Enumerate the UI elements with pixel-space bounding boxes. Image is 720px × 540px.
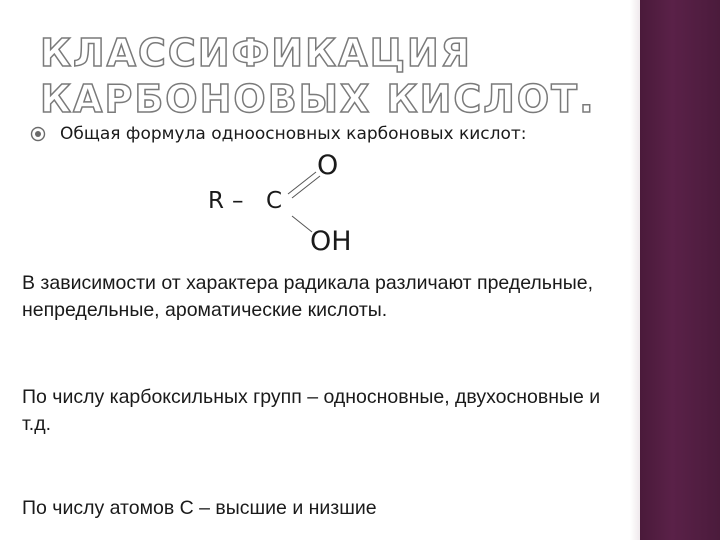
single-bond-line [292, 216, 312, 232]
paragraph-carbon-count: По числу атомов С – высшие и низшие [22, 497, 377, 519]
bullet-item [30, 121, 640, 147]
formula-carbon: C [266, 188, 283, 214]
formula-oxygen: O [317, 150, 339, 181]
formula-dash: – [232, 188, 244, 214]
formula-bonds [200, 150, 380, 260]
formula-radical: R [208, 188, 224, 214]
slide-title: КЛАССИФИКАЦИЯ КАРБОНОВЫХ КИСЛОТ. [40, 31, 596, 121]
paragraph-radical-classification: В зависимости от характера радикала различают предельные, непредельные, ароматические кислоты. [22, 272, 593, 321]
formula-hydroxyl: OH [310, 226, 352, 257]
accent-sidebar-band [640, 0, 720, 540]
target-bullet-icon [30, 126, 46, 142]
bullet-text: Общая формула одноосновных карбоновых кислот: [60, 124, 527, 144]
carboxylic-acid-formula [200, 150, 380, 260]
paragraph-carboxyl-count: По числу карбоксильных групп – односновные, двухосновные и т.д. [22, 386, 601, 435]
